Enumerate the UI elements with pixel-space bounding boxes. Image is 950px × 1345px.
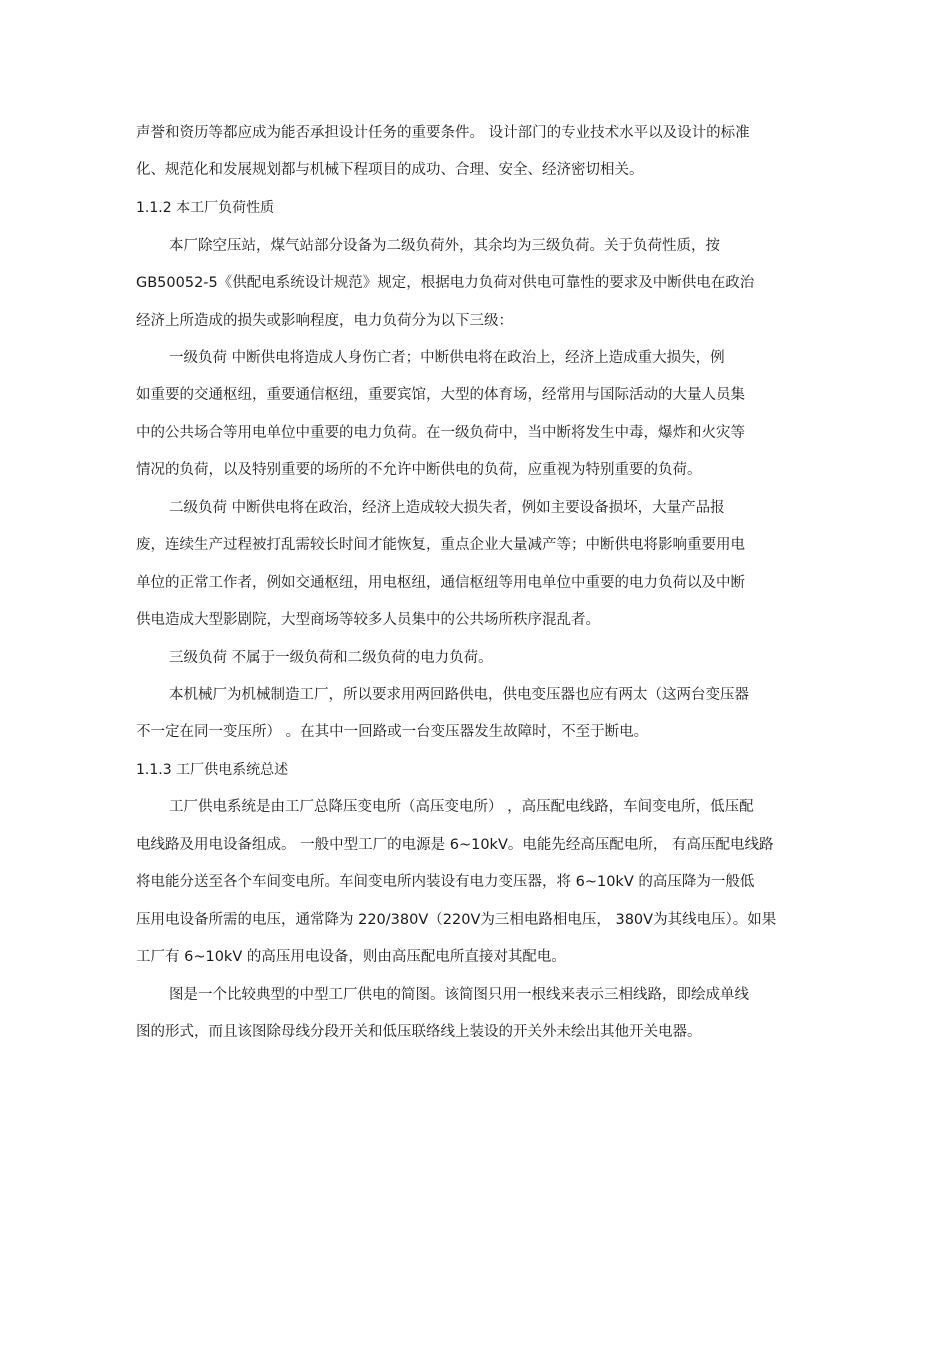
paragraph-line: 二级负荷 中断供电将在政治，经济上造成较大损失者，例如主要设备损坏，大量产品报 [169, 500, 725, 516]
paragraph-line: 化、规范化和发展规划都与机械下程项目的成功、合理、安全、经济密切相关。 [136, 162, 644, 178]
paragraph-line: 压用电设备所需的电压，通常降为 220/380V（220V为三相电路相电压， 380V为其线电压）。如果 [136, 912, 777, 928]
paragraph-line: 将电能分送至各个车间变电所。车间变电所内装设有电力变压器，将 6~10kV 的高压降为一般低 [136, 874, 755, 890]
paragraph-line: 工厂供电系统是由工厂总降压变电所（高压变电所） ，高压配电线路，车间变电所，低压配 [169, 799, 754, 815]
section-heading: 1.1.3 工厂供电系统总述 [136, 762, 289, 778]
paragraph-line: 中的公共场合等用电单位中重要的电力负荷。在一级负荷中，当中断将发生中毒，爆炸和火灾等 [136, 425, 745, 441]
paragraph-line: 供电造成大型影剧院，大型商场等较多人员集中的公共场所秩序混乱者。 [136, 612, 600, 628]
paragraph-line: 图的形式，而且该图除母线分段开关和低压联络线上装设的开关外未绘出其他开关电器。 [136, 1024, 702, 1040]
paragraph-line: 电线路及用电设备组成。 一般中型工厂的电源是 6~10kV。电能先经高压配电所， 有高压配电线路 [136, 837, 774, 853]
paragraph-line: 情况的负荷，以及特别重要的场所的不允许中断供电的负荷，应重视为特别重要的负荷。 [136, 462, 702, 478]
paragraph-line: 本厂除空压站，煤气站部分设备为二级负荷外，其余均为三级负荷。关于负荷性质，按 [169, 238, 720, 254]
paragraph-line: 图是一个比较典型的中型工厂供电的简图。该简图只用一根线来表示三相线路，即绘成单线 [169, 987, 749, 1003]
paragraph-line: 不一定在同一变压所） 。在其中一回路或一台变压器发生故障时，不至于断电。 [136, 724, 649, 740]
paragraph-line: 一级负荷 中断供电将造成人身伤亡者；中断供电将在政治上，经济上造成重大损失，例 [169, 350, 725, 366]
paragraph-line: 三级负荷 不属于一级负荷和二级负荷的电力负荷。 [169, 650, 493, 666]
section-heading: 1.1.2 本工厂负荷性质 [136, 200, 275, 216]
paragraph-line: 单位的正常工作者，例如交通枢纽，用电枢纽，通信枢纽等用电单位中重要的电力负荷以及中断 [136, 575, 745, 591]
paragraph-line: 声誉和资历等都应成为能否承担设计任务的重要条件。 设计部门的专业技术水平以及设计的标准 [136, 125, 750, 141]
paragraph-line: 如重要的交通枢纽，重要通信枢纽，重要宾馆，大型的体育场，经常用与国际活动的大量人员集 [136, 387, 745, 403]
paragraph-line: 经济上所造成的损失或影响程度，电力负荷分为以下三级： [136, 313, 513, 329]
paragraph-line: 本机械厂为机械制造工厂，所以要求用两回路供电，供电变压器也应有两太（这两台变压器 [169, 687, 749, 703]
paragraph-line: GB50052-5《供配电系统设计规范》规定，根据电力负荷对供电可靠性的要求及中断供电在政治 [136, 275, 755, 291]
paragraph-line: 工厂有 6~10kV 的高压用电设备，则由高压配电所直接对其配电。 [136, 949, 566, 965]
paragraph-line: 废，连续生产过程被打乱需较长时间才能恢复，重点企业大量减产等；中断供电将影响重要用电 [136, 537, 745, 553]
